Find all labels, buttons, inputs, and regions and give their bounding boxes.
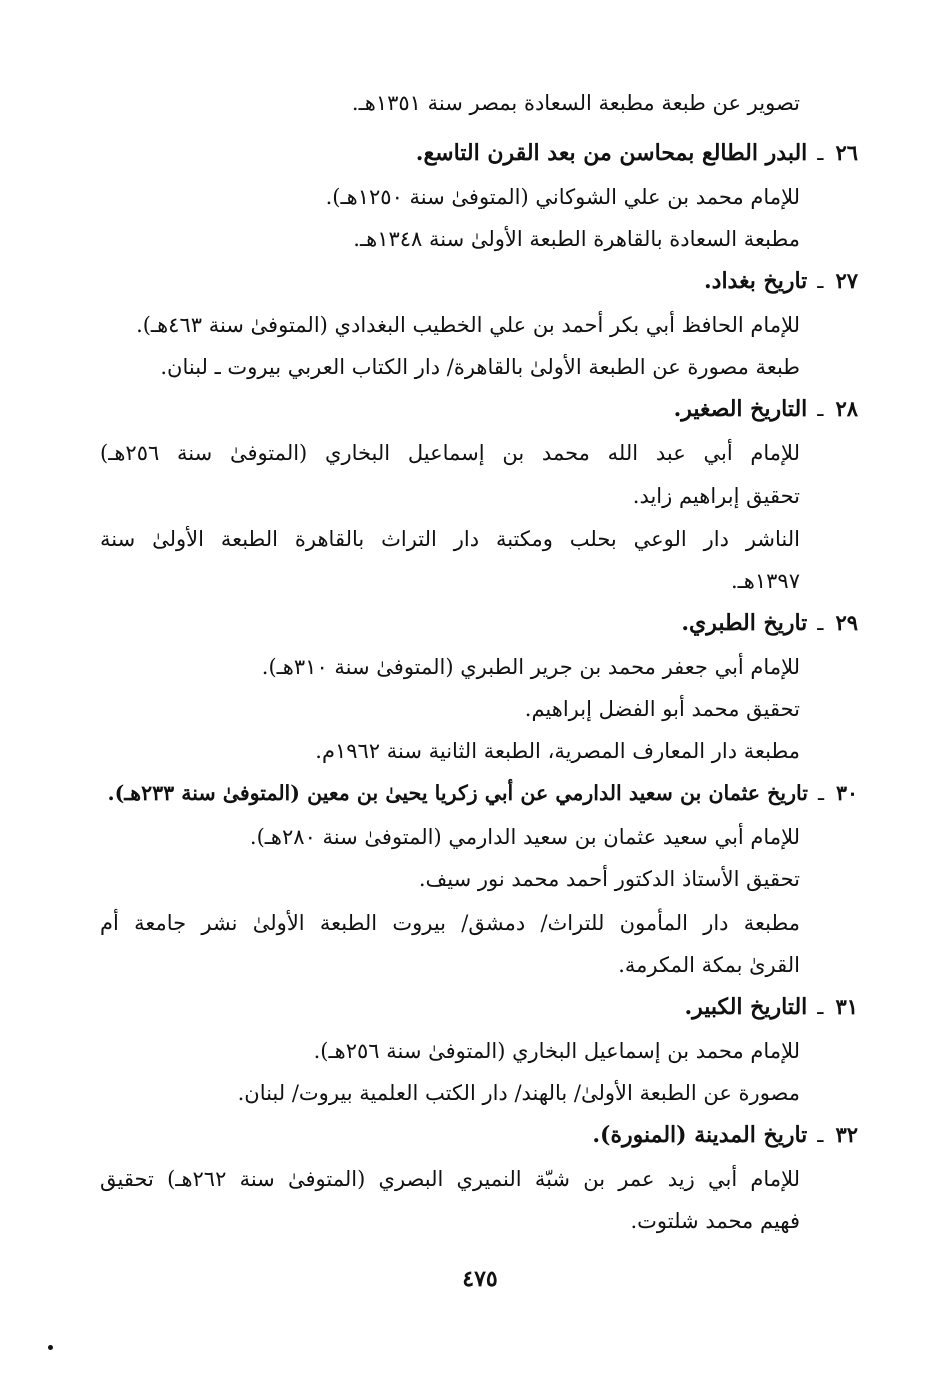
text-line: للإمام محمد بن علي الشوكاني (المتوفىٰ سنة ١٢٥٠هـ). bbox=[325, 185, 800, 209]
entry-heading bbox=[107, 778, 858, 808]
entry-heading bbox=[684, 992, 858, 1022]
page-number: ٤٧٥ bbox=[462, 1266, 498, 1292]
text-line: للإمام أبي عبد الله محمد بن إسماعيل البخاري (المتوفىٰ سنة ٢٥٦هـ) bbox=[100, 441, 800, 465]
text-line: للإمام أبي جعفر محمد بن جرير الطبري (المتوفىٰ سنة ٣١٠هـ). bbox=[261, 655, 800, 679]
entry-heading bbox=[674, 394, 858, 424]
entry-number: ٣٠ bbox=[835, 781, 858, 805]
text-line: طبعة مصورة عن الطبعة الأولىٰ بالقاهرة/ دار الكتاب العربي بيروت ـ لبنان. bbox=[160, 355, 800, 379]
entry-dash: ـ bbox=[817, 611, 824, 635]
text-line: للإمام محمد بن إسماعيل البخاري (المتوفىٰ سنة ٢٥٦هـ). bbox=[313, 1039, 800, 1063]
text-line: الناشر دار الوعي بحلب ومكتبة دار التراث بالقاهرة الطبعة الأولىٰ سنة bbox=[100, 527, 800, 551]
entry-heading bbox=[681, 608, 858, 638]
entry-number: ٣١ bbox=[835, 994, 858, 1019]
entry-number: ٢٩ bbox=[835, 610, 858, 635]
entry-number: ٣٢ bbox=[835, 1122, 858, 1147]
text-line: للإمام أبي زيد عمر بن شبّة النميري البصري (المتوفىٰ سنة ٢٦٢هـ) تحقيق bbox=[100, 1167, 800, 1191]
entry-title: تاريخ عثمان بن سعيد الدارمي عن أبي زكريا يحيىٰ بن معين (المتوفىٰ سنة ٢٣٣هـ). bbox=[107, 781, 808, 805]
text-line: تصوير عن طبعة مطبعة السعادة بمصر سنة ١٣٥١هـ. bbox=[351, 91, 800, 115]
text-line: تحقيق محمد أبو الفضل إبراهيم. bbox=[524, 697, 800, 721]
entry-dash: ـ bbox=[817, 1123, 824, 1147]
entry-title: تاريخ المدينة (المنورة). bbox=[592, 1122, 808, 1148]
entry-number: ٢٧ bbox=[835, 268, 858, 293]
text-line: تحقيق الأستاذ الدكتور أحمد محمد نور سيف. bbox=[418, 867, 800, 891]
entry-title: تاريخ بغداد. bbox=[703, 268, 808, 294]
text-line: للإمام الحافظ أبي بكر أحمد بن علي الخطيب البغدادي (المتوفىٰ سنة ٤٦٣هـ). bbox=[136, 313, 800, 337]
entry-dash: ـ bbox=[817, 995, 824, 1019]
entry-dash: ـ bbox=[817, 397, 824, 421]
entry-title: البدر الطالع بمحاسن من بعد القرن التاسع. bbox=[415, 140, 808, 166]
scan-speck bbox=[48, 1345, 53, 1350]
entry-heading bbox=[592, 1120, 858, 1150]
text-line: تحقيق إبراهيم زايد. bbox=[632, 484, 800, 508]
text-line: مطبعة دار المأمون للتراث/ دمشق/ بيروت الطبعة الأولىٰ نشر جامعة أم bbox=[100, 911, 800, 935]
entry-title: تاريخ الطبري. bbox=[681, 610, 808, 636]
text-line: مطبعة دار المعارف المصرية، الطبعة الثانية سنة ١٩٦٢م. bbox=[315, 739, 800, 763]
entry-number: ٢٦ bbox=[835, 140, 858, 165]
text-line: مصورة عن الطبعة الأولىٰ/ بالهند/ دار الكتب العلمية بيروت/ لبنان. bbox=[237, 1081, 800, 1105]
entry-title: التاريخ الكبير. bbox=[684, 994, 808, 1020]
entry-title: التاريخ الصغير. bbox=[673, 396, 808, 422]
text-line: القرىٰ بمكة المكرمة. bbox=[618, 953, 800, 977]
entry-dash: ـ bbox=[817, 141, 824, 165]
entry-heading bbox=[416, 138, 858, 168]
text-line: فهيم محمد شلتوت. bbox=[630, 1209, 800, 1233]
text-line: للإمام أبي سعيد عثمان بن سعيد الدارمي (المتوفىٰ سنة ٢٨٠هـ). bbox=[249, 825, 800, 849]
entry-dash: ـ bbox=[817, 269, 824, 293]
entry-heading bbox=[704, 266, 858, 296]
entry-dash: ـ bbox=[817, 781, 824, 805]
text-line: ١٣٩٧هـ. bbox=[730, 569, 800, 593]
entry-number: ٢٨ bbox=[835, 396, 858, 421]
text-line: مطبعة السعادة بالقاهرة الطبعة الأولىٰ سنة ١٣٤٨هـ. bbox=[353, 227, 800, 251]
